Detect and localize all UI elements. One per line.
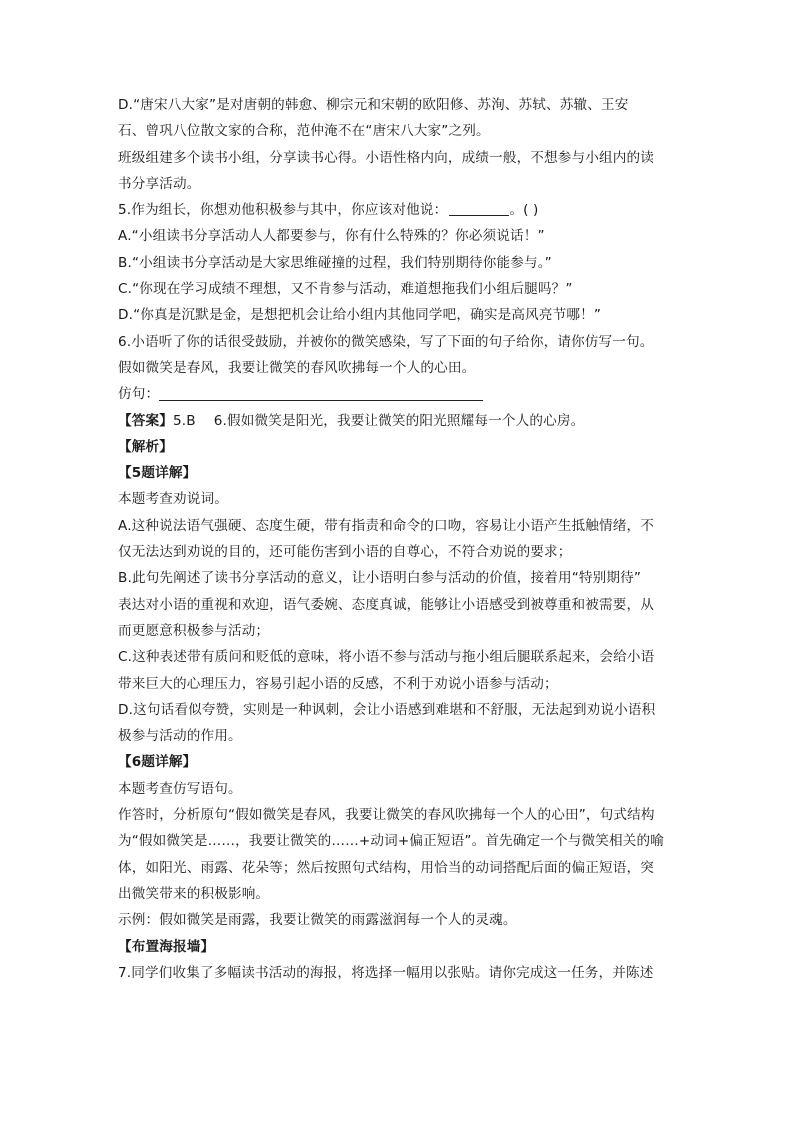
question-6-source-sentence: 假如微笑是春风，我要让微笑的春风吹拂每一个人的心田。 xyxy=(118,359,476,376)
option-d-line-1: D.“唐宋八大家”是对唐朝的韩愈、柳宗元和宋朝的欧阳修、苏洵、苏轼、苏辙、王安 xyxy=(118,97,629,113)
question-7: 7.同学们收集了多幅读书活动的海报，将选择一幅用以张贴。请你完成这一任务，并陈述 xyxy=(118,964,654,981)
detail-5-b-line-1: B.此句先阐述了读书分享活动的意义，让小语明白参与活动的价值，接着用“特别期待” xyxy=(118,570,642,587)
question-5-option-b: B.“小组读书分享活动是大家思维碰撞的过程，我们特别期待你能参与。” xyxy=(118,254,552,271)
imitate-label: 仿句： xyxy=(118,386,160,403)
question-5-option-c: C.“你现在学习成绩不理想，又不肯参与活动，难道想拖我们小组后腿吗？” xyxy=(118,281,573,298)
question-5 xyxy=(118,197,678,223)
detail-5-tag: 【5题详解】 xyxy=(118,465,197,482)
document-page xyxy=(118,92,678,986)
detail-5-intro: 本题考查劝说词。 xyxy=(118,491,228,508)
detail-5-b-line-3: 而更愿意积极参与活动； xyxy=(118,622,270,639)
detail-6-line-2: 为“假如微笑是……，我要让微笑的……+动词+偏正短语”。首先确定一个与微笑相关的喻 xyxy=(118,833,664,850)
answer-6: 6.假如微笑是阳光，我要让微笑的阳光照耀每一个人的心房。 xyxy=(213,412,585,429)
analysis-tag: 【解析】 xyxy=(118,438,173,455)
answer-5: 5.B xyxy=(172,412,196,429)
context-line-1: 班级组建多个读书小组，分享读书心得。小语性格内向，成绩一般，不想参与小组内的读 xyxy=(118,149,655,166)
question-5-option-d: D.“你真是沉默是金，是想把机会让给小组内其他同学吧，确实是高风亮节哪！” xyxy=(118,307,602,324)
imitate-line xyxy=(118,381,678,407)
answer-blank[interactable] xyxy=(449,200,509,216)
detail-5-d-line-1: D.这句话看似夸赞，实则是一种讽刺，会让小语感到难堪和不舒服，无法起到劝说小语积 xyxy=(118,701,656,718)
detail-5-c-line-2: 带来巨大的心理压力，容易引起小语的反感，不利于劝说小语参与活动； xyxy=(118,675,558,692)
poster-section-tag: 【布置海报墙】 xyxy=(118,938,215,955)
detail-6-tag: 【6题详解】 xyxy=(118,754,197,771)
detail-5-c-line-1: C.这种表述带有质问和贬低的意味，将小语不参与活动与拖小组后腿联系起来，会给小语 xyxy=(118,649,655,666)
question-6: 6.小语听了你的话很受鼓励，并被你的微笑感染，写了下面的句子给你，请你仿写一句。 xyxy=(118,333,654,350)
context-line-2: 书分享活动。 xyxy=(118,175,201,192)
detail-6-line-3: 体，如阳光、雨露、花朵等；然后按照句式结构，用恰当的动词搭配后面的偏正短语，突 xyxy=(118,859,655,876)
detail-5-a-line-2: 仅无法达到劝说的目的，还可能伤害到小语的自尊心，不符合劝说的要求； xyxy=(118,544,572,561)
detail-5-a-line-1: A.这种说法语气强硬、态度生硬，带有指责和命令的口吻，容易让小语产生抵触情绪，不 xyxy=(118,517,654,534)
question-5-option-a: A.“小组读书分享活动人人都要参与，你有什么特殊的？你必须说话！” xyxy=(118,228,545,245)
detail-5-b-line-2: 表达对小语的重视和欢迎，语气委婉、态度真诚，能够让小语感受到被尊重和被需要，从 xyxy=(118,596,655,613)
detail-6-line-1: 作答时，分析原句“假如微笑是春风，我要让微笑的春风吹拂每一个人的心田”，句式结构 xyxy=(118,807,655,824)
question-5-bracket: 。( ) xyxy=(509,202,539,219)
detail-6-line-4: 出微笑带来的积极影响。 xyxy=(118,885,270,902)
detail-6-intro: 本题考查仿写语句。 xyxy=(118,780,242,797)
question-5-text: 5.作为组长，你想劝他积极参与其中，你应该对他说： xyxy=(118,202,448,219)
imitate-blank[interactable] xyxy=(159,384,483,401)
option-d-line-2: 石、曾巩八位散文家的合称，范仲淹不在“唐宋八大家”之列。 xyxy=(118,123,490,140)
detail-6-example: 示例：假如微笑是雨露，我要让微笑的雨露滋润每一个人的灵魂。 xyxy=(118,912,517,929)
answer-tag: 【答案】 xyxy=(118,412,173,429)
detail-5-d-line-2: 极参与活动的作用。 xyxy=(118,728,242,745)
answer-line xyxy=(118,408,678,434)
